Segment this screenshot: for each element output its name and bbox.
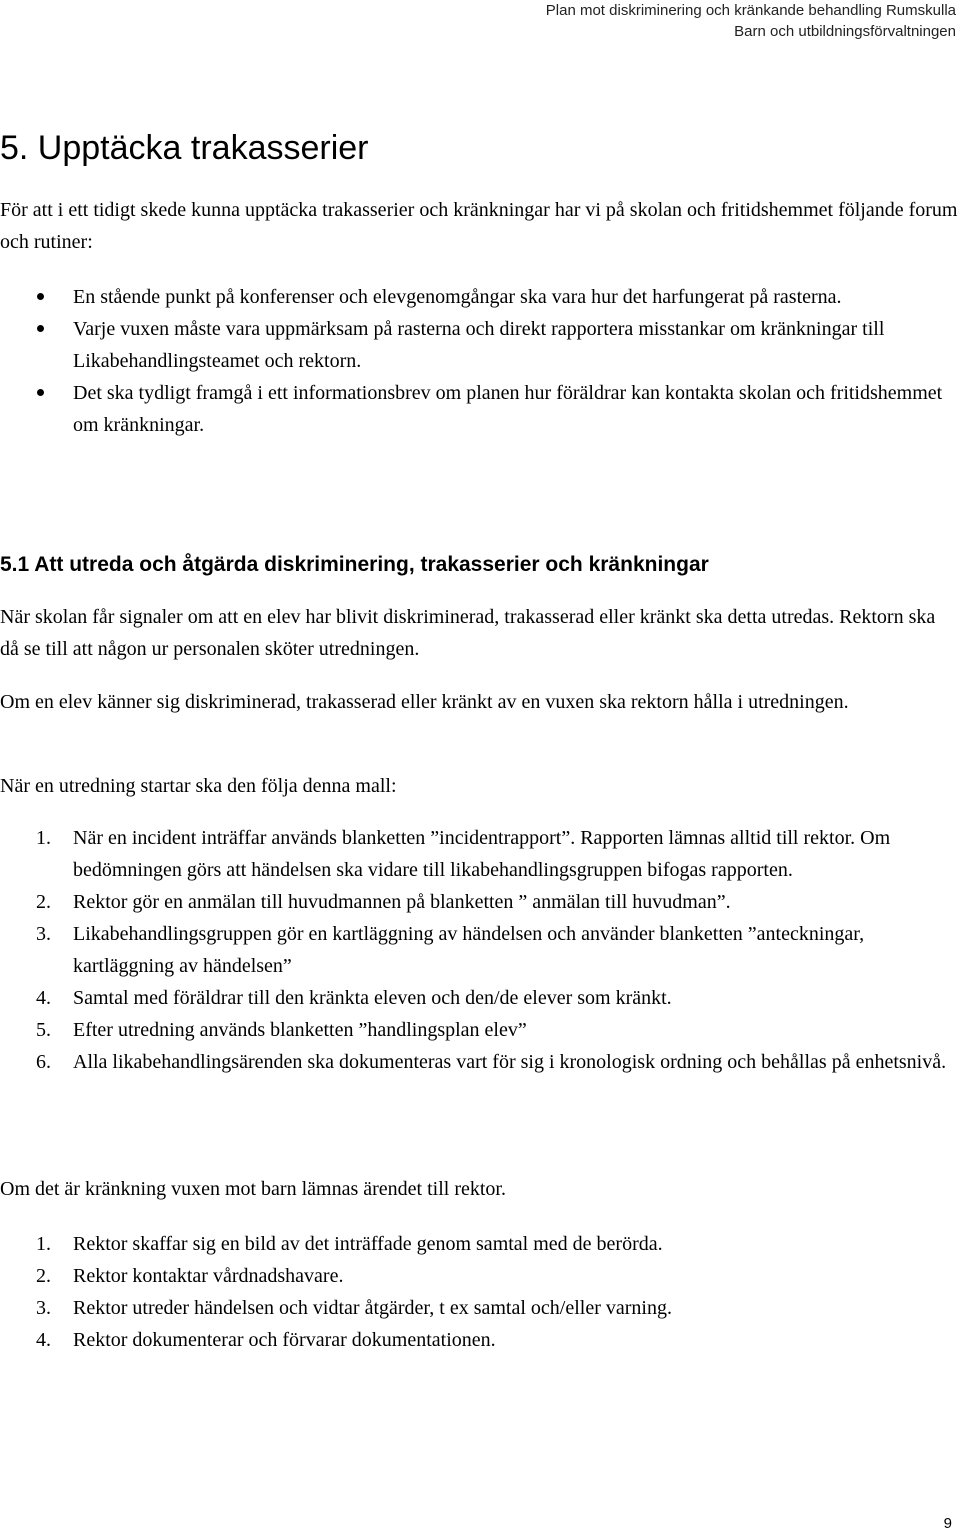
step-item [0,918,958,982]
step-item [0,982,958,1014]
step-item [0,1324,958,1356]
page-header [546,0,956,42]
step-text: När en incident inträffar används blanketten ”incidentrapport”. Rapporten lämnas alltid till rektor. Om bedömningen görs att händelsen ska vidare till likabehandlingsgruppen bifogas rapporten. [73,827,891,881]
step-number: 2. [36,891,51,913]
bullet-item: Varje vuxen måste vara uppmärksam på rasterna och direkt rapportera misstankar om kränkningar till Likabehandlingsteamet och rektorn. [0,313,958,377]
step-number: 4. [36,1329,51,1351]
step-number: 1. [36,1233,51,1255]
step-text: Rektor skaffar sig en bild av det inträffade genom samtal med de berörda. [73,1233,663,1255]
step-item [0,886,958,918]
adult-case-steps-list [0,1228,958,1356]
step-number: 3. [36,923,51,945]
step-text: Rektor gör en anmälan till huvudmannen på blanketten ” anmälan till huvudman”. [73,891,731,913]
section-5-intro: För att i ett tidigt skede kunna upptäcka trakasserier och kränkningar har vi på skolan och fritidshemmet följande forum och rutiner: [0,199,958,253]
section-5-heading: 5. Upptäcka trakasserier [0,129,369,167]
step-text: Likabehandlingsgruppen gör en kartläggning av händelsen och använder blanketten ”anteckningar, kartläggning av händelsen” [73,923,865,977]
section-5-1-para-3: När en utredning startar ska den följa denna mall: [0,775,397,797]
step-item [0,1292,958,1324]
step-number: 2. [36,1265,51,1287]
section-5-1-para-4: Om det är kränkning vuxen mot barn lämnas ärendet till rektor. [0,1178,506,1200]
step-item [0,1260,958,1292]
section-5-1-para-1: När skolan får signaler om att en elev har blivit diskriminerad, trakasserad eller kränkt ska detta utredas. Rektorn ska då se till att någon ur personalen sköter utredningen. [0,606,936,660]
step-number: 5. [36,1019,51,1041]
step-text: Alla likabehandlingsärenden ska dokumenteras vart för sig i kronologisk ordning och behållas på enhetsnivå. [73,1051,947,1073]
step-item [0,1228,958,1260]
header-subtitle: Barn och utbildningsförvaltningen [734,23,956,40]
section-5-1-heading: 5.1 Att utreda och åtgärda diskriminering, trakasserier och kränkningar [0,553,709,576]
step-number: 6. [36,1051,51,1073]
header-title: Plan mot diskriminering och kränkande behandling Rumskulla [545,2,956,19]
step-text: Rektor kontaktar vårdnadshavare. [73,1265,344,1287]
step-number: 4. [36,987,51,1009]
step-text: Samtal med föräldrar till den kränkta eleven och den/de elever som kränkt. [73,987,672,1009]
bullet-item: En stående punkt på konferenser och elevgenomgångar ska vara hur det harfungerat på rasterna. [0,281,958,313]
step-number: 1. [36,827,51,849]
step-text: Rektor utreder händelsen och vidtar åtgärder, t ex samtal och/eller varning. [73,1297,672,1319]
step-number: 3. [36,1297,51,1319]
step-text: Rektor dokumenterar och förvarar dokumentationen. [73,1329,496,1351]
section-5-1-para-2: Om en elev känner sig diskriminerad, trakasserad eller kränkt av en vuxen ska rektorn hålla i utredningen. [0,691,849,713]
routines-bullet-list [0,281,958,441]
step-item [0,822,958,886]
step-text: Efter utredning används blanketten ”handlingsplan elev” [73,1019,527,1041]
page-number: 9 [943,1515,952,1532]
bullet-item: Det ska tydligt framgå i ett informationsbrev om planen hur föräldrar kan kontakta skolan och fritidshemmet om kränkningar. [0,377,958,441]
investigation-steps-list [0,822,958,1078]
step-item [0,1046,958,1078]
step-item [0,1014,958,1046]
